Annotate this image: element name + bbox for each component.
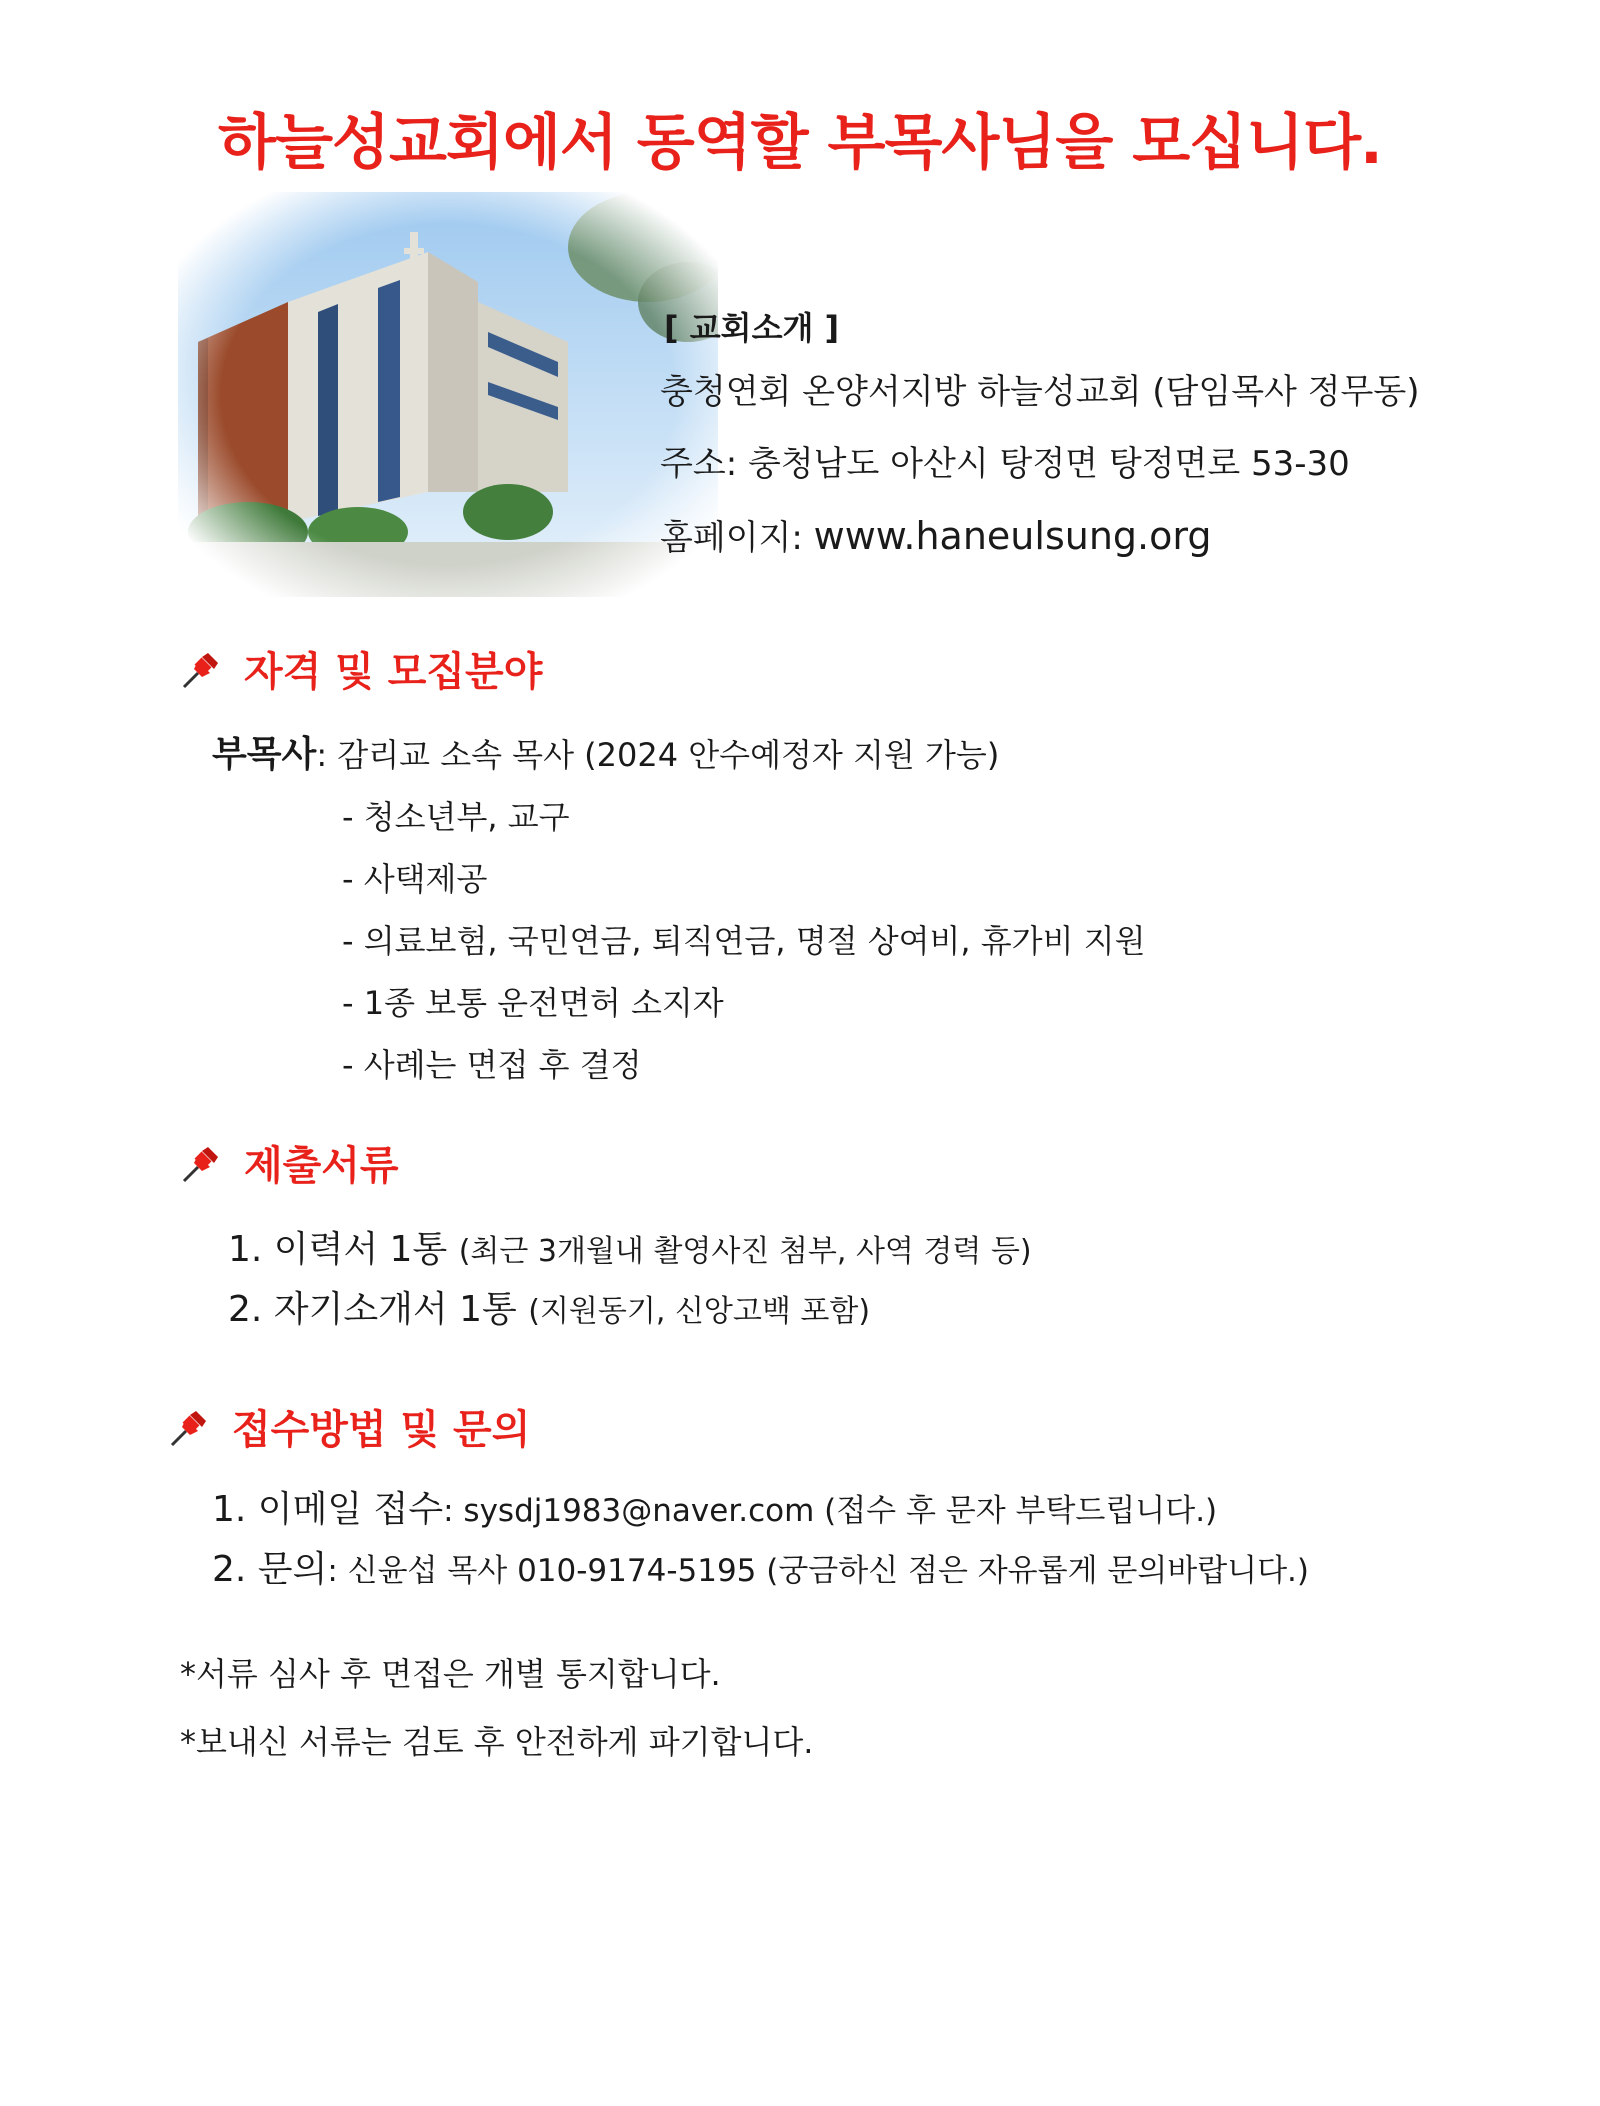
list-item: - 사례는 면접 후 결정 bbox=[342, 1046, 642, 1084]
qualifications-heading: 자격 및 모집분야 bbox=[180, 640, 542, 697]
list-item: - 사택제공 bbox=[342, 860, 488, 898]
list-item: - 1종 보통 운전면허 소지자 bbox=[342, 984, 724, 1022]
documents-heading: 제출서류 bbox=[180, 1134, 399, 1191]
list-item: - 의료보험, 국민연금, 퇴직연금, 명절 상여비, 휴가비 지원 bbox=[342, 922, 1146, 960]
role-description: : 감리교 소속 목사 (2024 안수예정자 지원 가능) bbox=[316, 736, 1000, 774]
church-name: 충청연회 온양서지방 하늘성교회 (담임목사 정무동) bbox=[660, 372, 1420, 412]
church-intro bbox=[660, 300, 1419, 574]
homepage-link[interactable]: www.haneulsung.org bbox=[813, 514, 1212, 558]
list-item: 2. 문의: 신윤섭 목사 010-9174-5195 (궁금하신 점은 자유롭게 문의바랍니다.) bbox=[212, 1549, 1309, 1590]
homepage-label: 홈페이지: bbox=[660, 518, 814, 558]
church-homepage bbox=[660, 500, 1419, 574]
role-line bbox=[212, 724, 999, 786]
qualifications-list bbox=[212, 724, 1146, 1096]
footnote: *보내신 서류는 검토 후 안전하게 파기합니다. bbox=[180, 1723, 814, 1761]
pushpin-icon bbox=[180, 647, 224, 691]
footnote: *서류 심사 후 면접은 개별 통지합니다. bbox=[180, 1655, 721, 1693]
role-title: 부목사 bbox=[212, 734, 317, 775]
list-item: 1. 이력서 1통 (최근 3개월내 촬영사진 첨부, 사역 경력 등) bbox=[228, 1229, 1032, 1270]
pushpin-icon bbox=[180, 1141, 224, 1185]
list-item: - 청소년부, 교구 bbox=[342, 798, 570, 836]
apply-list bbox=[212, 1480, 1309, 1600]
page-title: 하늘성교회에서 동역할 부목사님을 모십니다. bbox=[218, 108, 1382, 178]
list-item: 2. 자기소개서 1통 (지원동기, 신앙고백 포함) bbox=[228, 1289, 871, 1330]
pushpin-icon bbox=[168, 1405, 212, 1449]
church-building-photo bbox=[178, 192, 718, 597]
church-address: 주소: 충청남도 아산시 탕정면 탕정면로 53-30 bbox=[660, 444, 1350, 484]
list-item: 1. 이메일 접수: sysdj1983@naver.com (접수 후 문자 부탁드립니다.) bbox=[212, 1489, 1218, 1530]
documents-list bbox=[228, 1220, 1032, 1340]
apply-heading: 접수방법 및 문의 bbox=[168, 1398, 530, 1455]
footnotes bbox=[180, 1640, 813, 1776]
intro-heading: [ 교회소개 ] bbox=[664, 309, 840, 347]
